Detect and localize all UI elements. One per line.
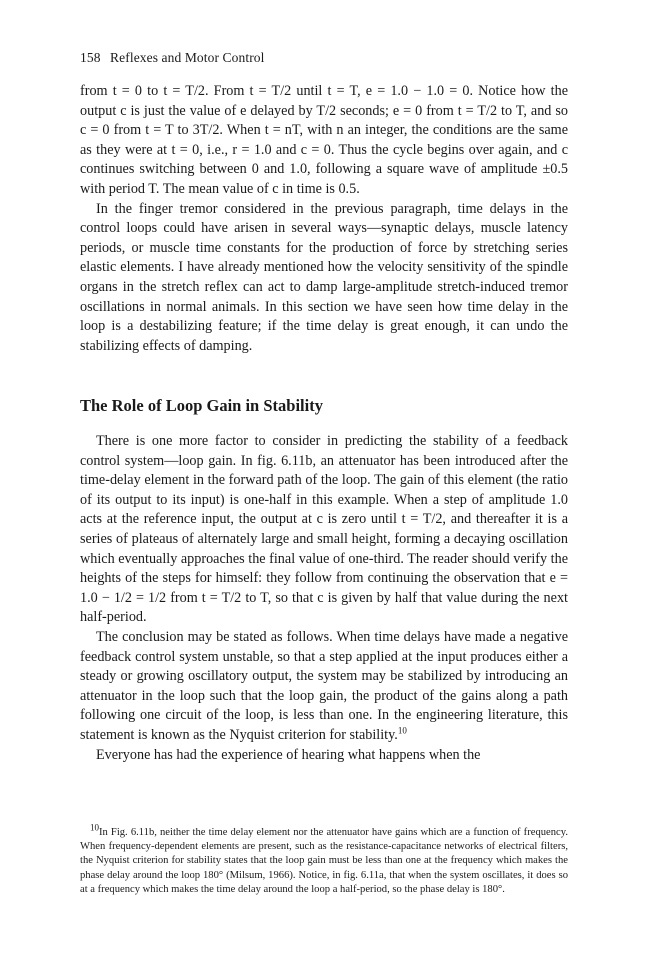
footnote-text: In Fig. 6.11b, neither the time delay element nor the attenuator have gains which are a function of frequency. When frequency-dependent elements are present, such as the resistance-capacitance networks of electrical filters, the Nyquist criterion for stability states that the loop gain must be less than one at the frequency which makes the phase delay around the loop 180° (Milsum, 1966). Notice, in fig. 6.11a, that when the system oscillates, it does so at a frequency which makes the time delay around the loop a half-period, so the phase delay is 180°. [80, 827, 568, 895]
page-number: 158 [80, 50, 101, 65]
paragraph: from t = 0 to t = T/2. From t = T/2 until t = T, e = 1.0 − 1.0 = 0. Notice how the output c is just the value of e delayed by T/2 seconds; e = 0 from t = T/2 to T, and so c = 0 from t = T to 3T/2. When t = nT, with n an integer, the conditions are the same as they were at t = 0, i.e., r = 1.0 and c = 0. Thus the cycle begins over again, and c continues switching between 0 and 1.0, following a square wave of amplitude ±0.5 with period T. The mean value of c in time is 0.5. [80, 83, 568, 197]
body-text-top [80, 82, 568, 356]
paragraph-text: The conclusion may be stated as follows. When time delays have made a negative feedback control system unstable, so that a step applied at the input produces either a steady or growing oscillatory output, the system may be stabilized by introducing an attenuator in the loop such that the loop gain, the product of the gains along a path following one circuit of the loop, is less than one. In the engineering literature, this statement is known as the Nyquist criterion for stability. [80, 628, 568, 743]
paragraph [80, 628, 568, 746]
footnote-reference: 10 [397, 725, 407, 736]
paragraph: In the finger tremor considered in the previous paragraph, time delays in the control loops could have arisen in several ways—synaptic delays, muscle latency periods, or muscle time constants for the production of force by stretching series elastic elements. I have already mentioned how the velocity sensitivity of the spindle organs in the stretch reflex can act to damp large-amplitude stretch-induced tremor oscillations in normal animals. In this section we have seen how time delay in the loop is a destabilizing feature; if the time delay is great enough, it can undo the stabilizing effects of damping. [80, 200, 568, 354]
paragraph: There is one more factor to consider in predicting the stability of a feedback control system—loop gain. In fig. 6.11b, an attenuator has been introduced after the time-delay element in the forward path of the loop. The gain of this element (the ratio of its output to its input) is one-half in this example. When a step of amplitude 1.0 acts at the reference input, the output at c is zero until t = T/2, and thereafter it is a series of plateaus of alternately large and small height, forming a decaying oscillation which eventually approaches the final value of one-third. The reader should verify the heights of the steps for himself: they follow from continuing the observation that e = 1.0 − 1/2 = 1/2 from t = T/2 to T, so that c is given by half that value during the next half-period. [80, 433, 568, 626]
running-head [80, 50, 265, 66]
paragraph: Everyone has had the experience of hearing what happens when the [96, 746, 481, 763]
footnote [80, 822, 568, 897]
running-head-title: Reflexes and Motor Control [110, 50, 265, 65]
footnote-marker: 10 [90, 822, 99, 833]
body-text-section [80, 432, 568, 765]
section-heading: The Role of Loop Gain in Stability [80, 396, 323, 415]
